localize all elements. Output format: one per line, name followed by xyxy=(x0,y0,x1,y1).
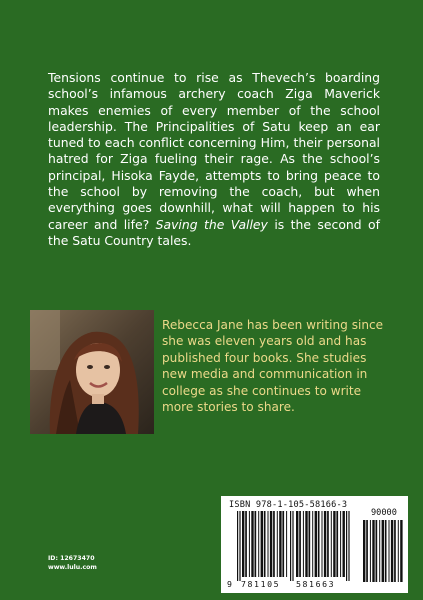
isbn-number: ISBN 978-1-105-58166-3 xyxy=(229,500,348,510)
author-bio: Rebecca Jane has been writing since she was eleven years old and has published four books. She studies new media and communication in college as she continues to write more stories to share. xyxy=(162,318,384,415)
ean-first-digit: 9 xyxy=(227,579,232,589)
isbn-barcode xyxy=(221,496,408,593)
price-code: 90000 xyxy=(371,508,397,518)
book-blurb xyxy=(48,70,380,249)
ean-right-digits: 581663 xyxy=(296,579,336,589)
author-photo-image xyxy=(30,310,154,434)
blurb-text-end: is the second of the Satu Country tales. xyxy=(48,216,380,248)
publisher-website: www.lulu.com xyxy=(48,564,97,571)
author-photo xyxy=(30,310,154,434)
ean-left-digits: 781105 xyxy=(241,579,281,589)
publisher-id: ID: 12673470 xyxy=(48,555,95,562)
book-title: Saving the Valley xyxy=(155,216,268,232)
blurb-text-start: Tensions continue to rise as Thevech’s boarding school’s infamous archery coach Ziga Maverick makes enemies of every member of the school leadership. The Principalities of Satu keep an ear tuned to each conflict concerning Him, their personal hatred for Ziga fueling their rage. As the school’s principal, Hisoka Fayde, attempts to bring peace to the school by removing the coach, but when everything goes downhill, what will happen to his career and life? xyxy=(48,70,380,232)
